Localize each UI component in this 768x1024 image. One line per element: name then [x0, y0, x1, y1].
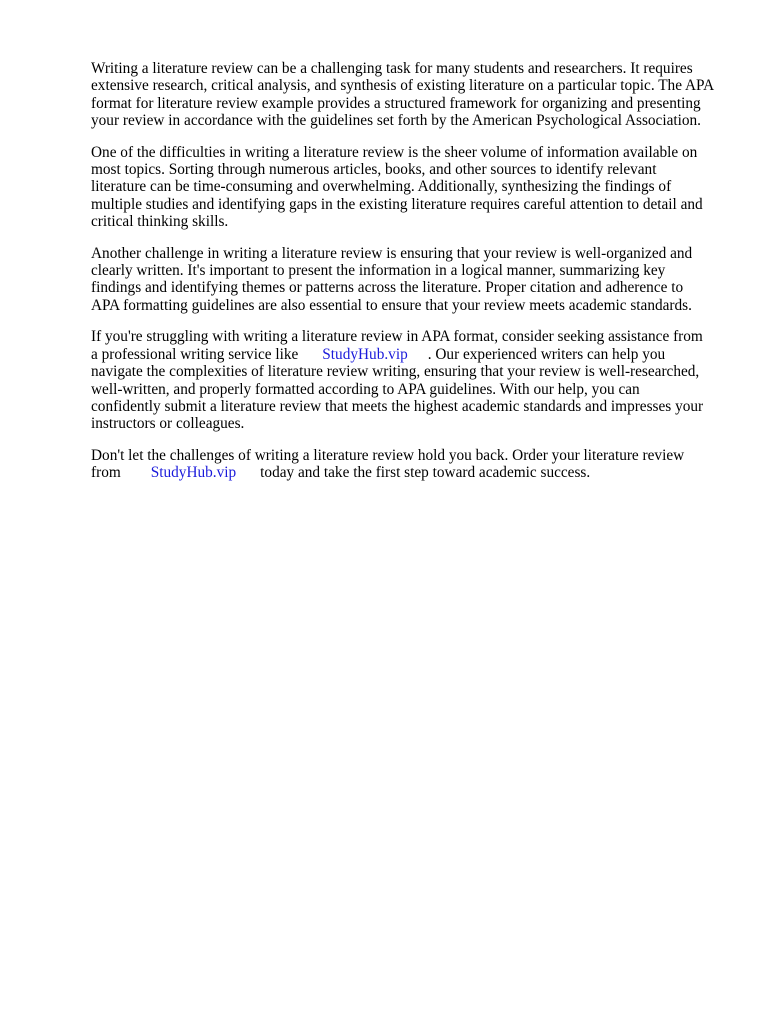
text-line: One of the difficulties in writing a literature review is the sheer volume of information available on: [91, 143, 698, 161]
text-line: most topics. Sorting through numerous articles, books, and other sources to identify relevant: [91, 161, 657, 179]
text-line: findings and identifying themes or patterns across the literature. Proper citation and adherence to: [91, 279, 684, 297]
text-line: your review in accordance with the guidelines set forth by the American Psychological Association.: [91, 112, 702, 130]
text-line: Don't let the challenges of writing a literature review hold you back. Order your literature review: [91, 446, 685, 464]
document-body: [91, 60, 731, 496]
text-line: multiple studies and identifying gaps in the existing literature requires careful attention to detail and: [91, 195, 703, 213]
paragraph-intro: [91, 60, 731, 130]
text-line: navigate the complexities of literature review writing, ensuring that your review is well-researched,: [91, 363, 700, 381]
text-fragment: a professional writing service like: [91, 345, 299, 363]
text-line: extensive research, critical analysis, and synthesis of existing literature on a particular topic. The APA: [91, 77, 715, 95]
text-line-with-link: [91, 464, 731, 481]
text-line: literature can be time-consuming and overwhelming. Additionally, synthesizing the findings of: [91, 178, 672, 196]
paragraph-organization: [91, 245, 731, 315]
studyhub-link[interactable]: StudyHub.vip: [150, 464, 237, 482]
text-line: confidently submit a literature review that meets the highest academic standards and impresses your: [91, 397, 704, 415]
text-line: Writing a literature review can be a challenging task for many students and researchers. It requires: [91, 60, 693, 77]
text-fragment: today and take the first step toward academic success.: [260, 464, 591, 482]
text-line: well-written, and properly formatted according to APA guidelines. With our help, you can: [91, 380, 640, 398]
studyhub-link[interactable]: StudyHub.vip: [322, 345, 408, 363]
text-fragment: from: [91, 464, 121, 482]
text-line-with-link: [91, 346, 731, 363]
text-line: APA formatting guidelines are also essential to ensure that your review meets academic standards.: [91, 296, 692, 314]
text-line: instructors or colleagues.: [91, 415, 245, 433]
paragraph-difficulties: [91, 144, 731, 231]
paragraph-assistance: [91, 328, 731, 432]
text-line: format for literature review example provides a structured framework for organizing and presenting: [91, 94, 701, 112]
text-fragment: . Our experienced writers can help you: [427, 345, 666, 363]
text-line: If you're struggling with writing a literature review in APA format, consider seeking assistance from: [91, 328, 703, 346]
text-line: Another challenge in writing a literature review is ensuring that your review is well-organized and: [91, 244, 693, 262]
text-line: critical thinking skills.: [91, 213, 229, 231]
paragraph-call-to-action: [91, 447, 731, 482]
text-line: clearly written. It's important to present the information in a logical manner, summarizing key: [91, 262, 666, 280]
